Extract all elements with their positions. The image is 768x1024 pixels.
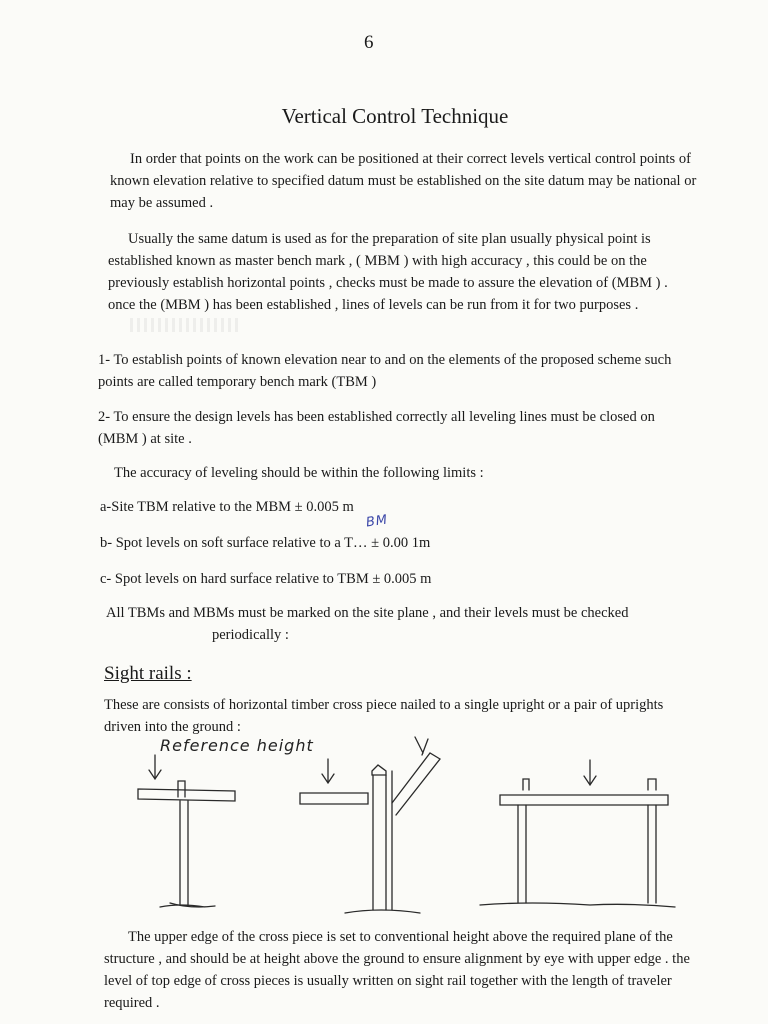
page-title: Vertical Control Technique	[281, 104, 509, 128]
purpose-item-2: 2- To ensure the design levels has been established correctly all leveling lines must be closed on (MBM ) at site .	[98, 409, 655, 447]
page-number: 6	[364, 32, 374, 53]
braced-upright-rail	[300, 737, 440, 913]
sight-rails-description: These are consists of horizontal timber cross piece nailed to a single upright or a pair of uprights driven into the ground :	[104, 697, 664, 735]
marking-note-continuation: periodically :	[212, 627, 289, 643]
reference-height-label: Reference height	[160, 736, 314, 755]
pair-of-uprights-rail	[480, 760, 675, 907]
datum-paragraph: Usually the same datum is used as for the preparation of site plan usually physical point is established known as master bench mark , ( MBM ) with high accuracy , this could be on the previously establish horizontal points , checks must be made to assure the elevation of (MBM ) . once the (MBM ) has been established , lines of levels can be run from it for two purposes .	[108, 231, 668, 313]
single-upright-rail	[138, 755, 235, 907]
accuracy-limit-c: c- Spot levels on hard surface relative to TBM ± 0.005 m	[100, 571, 432, 587]
section-heading-sight-rails: Sight rails :	[104, 663, 192, 684]
handwritten-bm-note: BM	[365, 512, 390, 531]
sight-rails-sketch	[130, 735, 690, 920]
accuracy-limit-b: b- Spot levels on soft surface relative to a T… ± 0.00 1m	[100, 535, 431, 551]
accuracy-intro: The accuracy of leveling should be within the following limits :	[114, 465, 484, 481]
accuracy-limit-a: a-Site TBM relative to the MBM ± 0.005 m	[100, 499, 354, 515]
sight-rails-closing: The upper edge of the cross piece is set to conventional height above the required plane of the structure , and should be at height above the ground to ensure alignment by eye with upper edge . the level of top edge of cross pieces is usually written on sight rail together with the length of traveler required .	[104, 929, 690, 1011]
intro-paragraph: In order that points on the work can be positioned at their correct levels vertical control points of known elevation relative to specified datum must be established on the site datum may be national or may be assumed .	[110, 151, 697, 211]
purpose-item-1: 1- To establish points of known elevation near to and on the elements of the proposed scheme such points are called temporary bench mark (TBM )	[98, 352, 672, 390]
scan-smudge	[130, 318, 240, 332]
marking-note: All TBMs and MBMs must be marked on the site plane , and their levels must be checked	[106, 605, 629, 621]
